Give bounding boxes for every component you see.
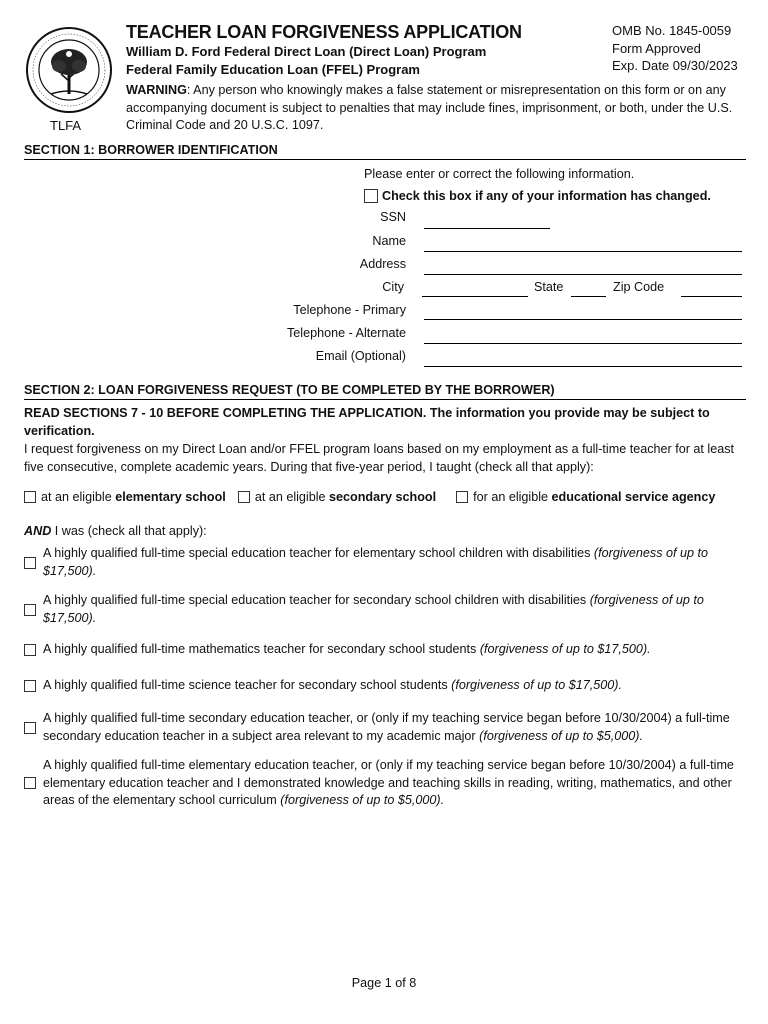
elementary-option-prefix: at an eligible [41,490,116,504]
page-number: Page 1 of 8 [351,976,417,990]
forgiveness-amount: (forgiveness of up to $5,000). [479,728,643,743]
option-description: A highly qualified full-time mathematics teacher for secondary school students [43,642,480,656]
forgiveness-amount: (forgiveness of up to $17,500). [451,678,622,692]
phone-alternate-field[interactable] [424,343,742,344]
forgiveness-amount: (forgiveness of up to $17,500). [43,546,709,578]
school-option-service-agency[interactable] [456,490,715,504]
teacher-option-elementary-education[interactable] [24,757,746,810]
forgiveness-amount: (forgiveness of up to $17,500). [43,593,704,625]
option-description: A highly qualified full-time secondary education teacher, or (only if my teaching service began before 10/30/2004) a full-time secondary education teacher in a subject area relevant to my academic major [43,711,730,743]
name-field[interactable] [424,251,742,252]
address-field[interactable] [424,274,742,275]
forgiveness-amount: (forgiveness of up to $5,000). [280,793,445,807]
forgiveness-amount: (forgiveness of up to $17,500). [479,642,651,656]
email-label: Email (Optional) [315,349,406,363]
science-checkbox[interactable] [24,680,36,692]
name-label: Name [372,234,406,248]
department-of-education-seal-icon [25,26,113,114]
teacher-option-science[interactable] [24,677,746,695]
section1-heading: SECTION 1: BORROWER IDENTIFICATION [24,143,746,160]
teacher-option-text [43,592,746,627]
and-text: I was (check all that apply): [51,524,207,538]
option-description: A highly qualified full-time science teacher for secondary school students [43,678,452,692]
service-agency-checkbox[interactable] [456,491,468,503]
section2-heading: SECTION 2: LOAN FORGIVENESS REQUEST (TO BE COMPLETED BY THE BORROWER) [24,383,746,400]
zip-field[interactable] [681,296,742,297]
info-changed-label: Check this box if any of your information has changed. [382,189,711,203]
teacher-option-special-ed-elementary[interactable] [24,545,746,580]
city-label: City [382,280,404,294]
teacher-option-text [43,710,746,745]
option-description: A highly qualified full-time special education teacher for secondary school children with disabilities [43,593,590,607]
elementary-option-label: elementary school [115,490,226,504]
email-field[interactable] [424,366,742,367]
elementary-school-checkbox[interactable] [24,491,36,503]
teacher-option-text [43,545,746,580]
option-description: A highly qualified full-time special education teacher for elementary school children with disabilities [43,546,594,560]
service-agency-option-prefix: for an eligible [473,490,552,504]
form-title: TEACHER LOAN FORGIVENESS APPLICATION [126,22,522,42]
and-statement [24,524,207,538]
program-subtitle-ffel: Federal Family Education Loan (FFEL) Program [126,62,420,77]
info-changed-checkbox[interactable] [364,189,378,203]
teacher-option-mathematics[interactable] [24,641,746,659]
form-approved: Form Approved [612,40,701,56]
zip-label: Zip Code [613,280,665,294]
warning-text: : Any person who knowingly makes a false statement or misrepresentation on this form or on any accompanying document is subject to penalties that may include fines, imprisonment, or both, under the U.S. Criminal Code and 20 U.S.C. 1097. [126,83,733,132]
ssn-field[interactable] [424,228,550,229]
secondary-option-prefix: at an eligible [254,490,330,504]
school-type-options [24,490,727,504]
expiration-date: Exp. Date 09/30/2023 [612,58,738,73]
phone-primary-label: Telephone - Primary [293,303,406,317]
state-label: State [534,280,564,294]
city-field[interactable] [422,296,528,297]
phone-primary-field[interactable] [424,319,742,320]
ssn-label: SSN [380,210,406,224]
teacher-option-text [43,757,746,810]
forgiveness-request-text: I request forgiveness on my Direct Loan and/or FFEL program loans based on my employment as a full-time teacher for at least five consecutive, complete academic years. During that five-year period, I taught (check all that apply): [24,442,735,474]
teacher-option-text [43,677,746,695]
warning-label: WARNING [126,83,187,97]
section1-intro: Please enter or correct the following information. [364,167,635,181]
address-label: Address [359,257,406,271]
service-agency-option-label: educational service agency [551,490,716,504]
mathematics-checkbox[interactable] [24,644,36,656]
teacher-option-special-ed-secondary[interactable] [24,592,746,627]
state-field[interactable] [571,296,606,297]
special-ed-elementary-checkbox[interactable] [24,557,36,569]
option-description: A highly qualified full-time elementary education teacher, or (only if my teaching service began before 10/30/2004) a full-time elementary education teacher and I demonstrated knowledge and teaching skills in reading, writing, mathematics, and other areas of the elementary school curriculum [43,758,734,807]
school-option-secondary[interactable] [238,490,436,504]
read-sections-notice: READ SECTIONS 7 - 10 BEFORE COMPLETING THE APPLICATION. The information you provide may be subject to verification. [24,406,710,438]
teacher-option-text [43,641,746,659]
warning-notice [126,82,746,135]
info-changed-row [364,189,711,203]
school-option-elementary[interactable] [24,490,226,504]
omb-number: OMB No. 1845-0059 [612,23,732,38]
secondary-option-label: secondary school [329,490,437,504]
and-word: AND [24,524,52,538]
program-subtitle-direct-loan: William D. Ford Federal Direct Loan (Direct Loan) Program [126,44,487,59]
teacher-option-secondary-education[interactable] [24,710,746,745]
form-code: TLFA [50,118,82,133]
elementary-education-checkbox[interactable] [24,777,36,789]
secondary-school-checkbox[interactable] [238,491,250,503]
special-ed-secondary-checkbox[interactable] [24,604,36,616]
phone-alternate-label: Telephone - Alternate [286,326,406,340]
secondary-education-checkbox[interactable] [24,722,36,734]
omb-info [612,22,738,75]
